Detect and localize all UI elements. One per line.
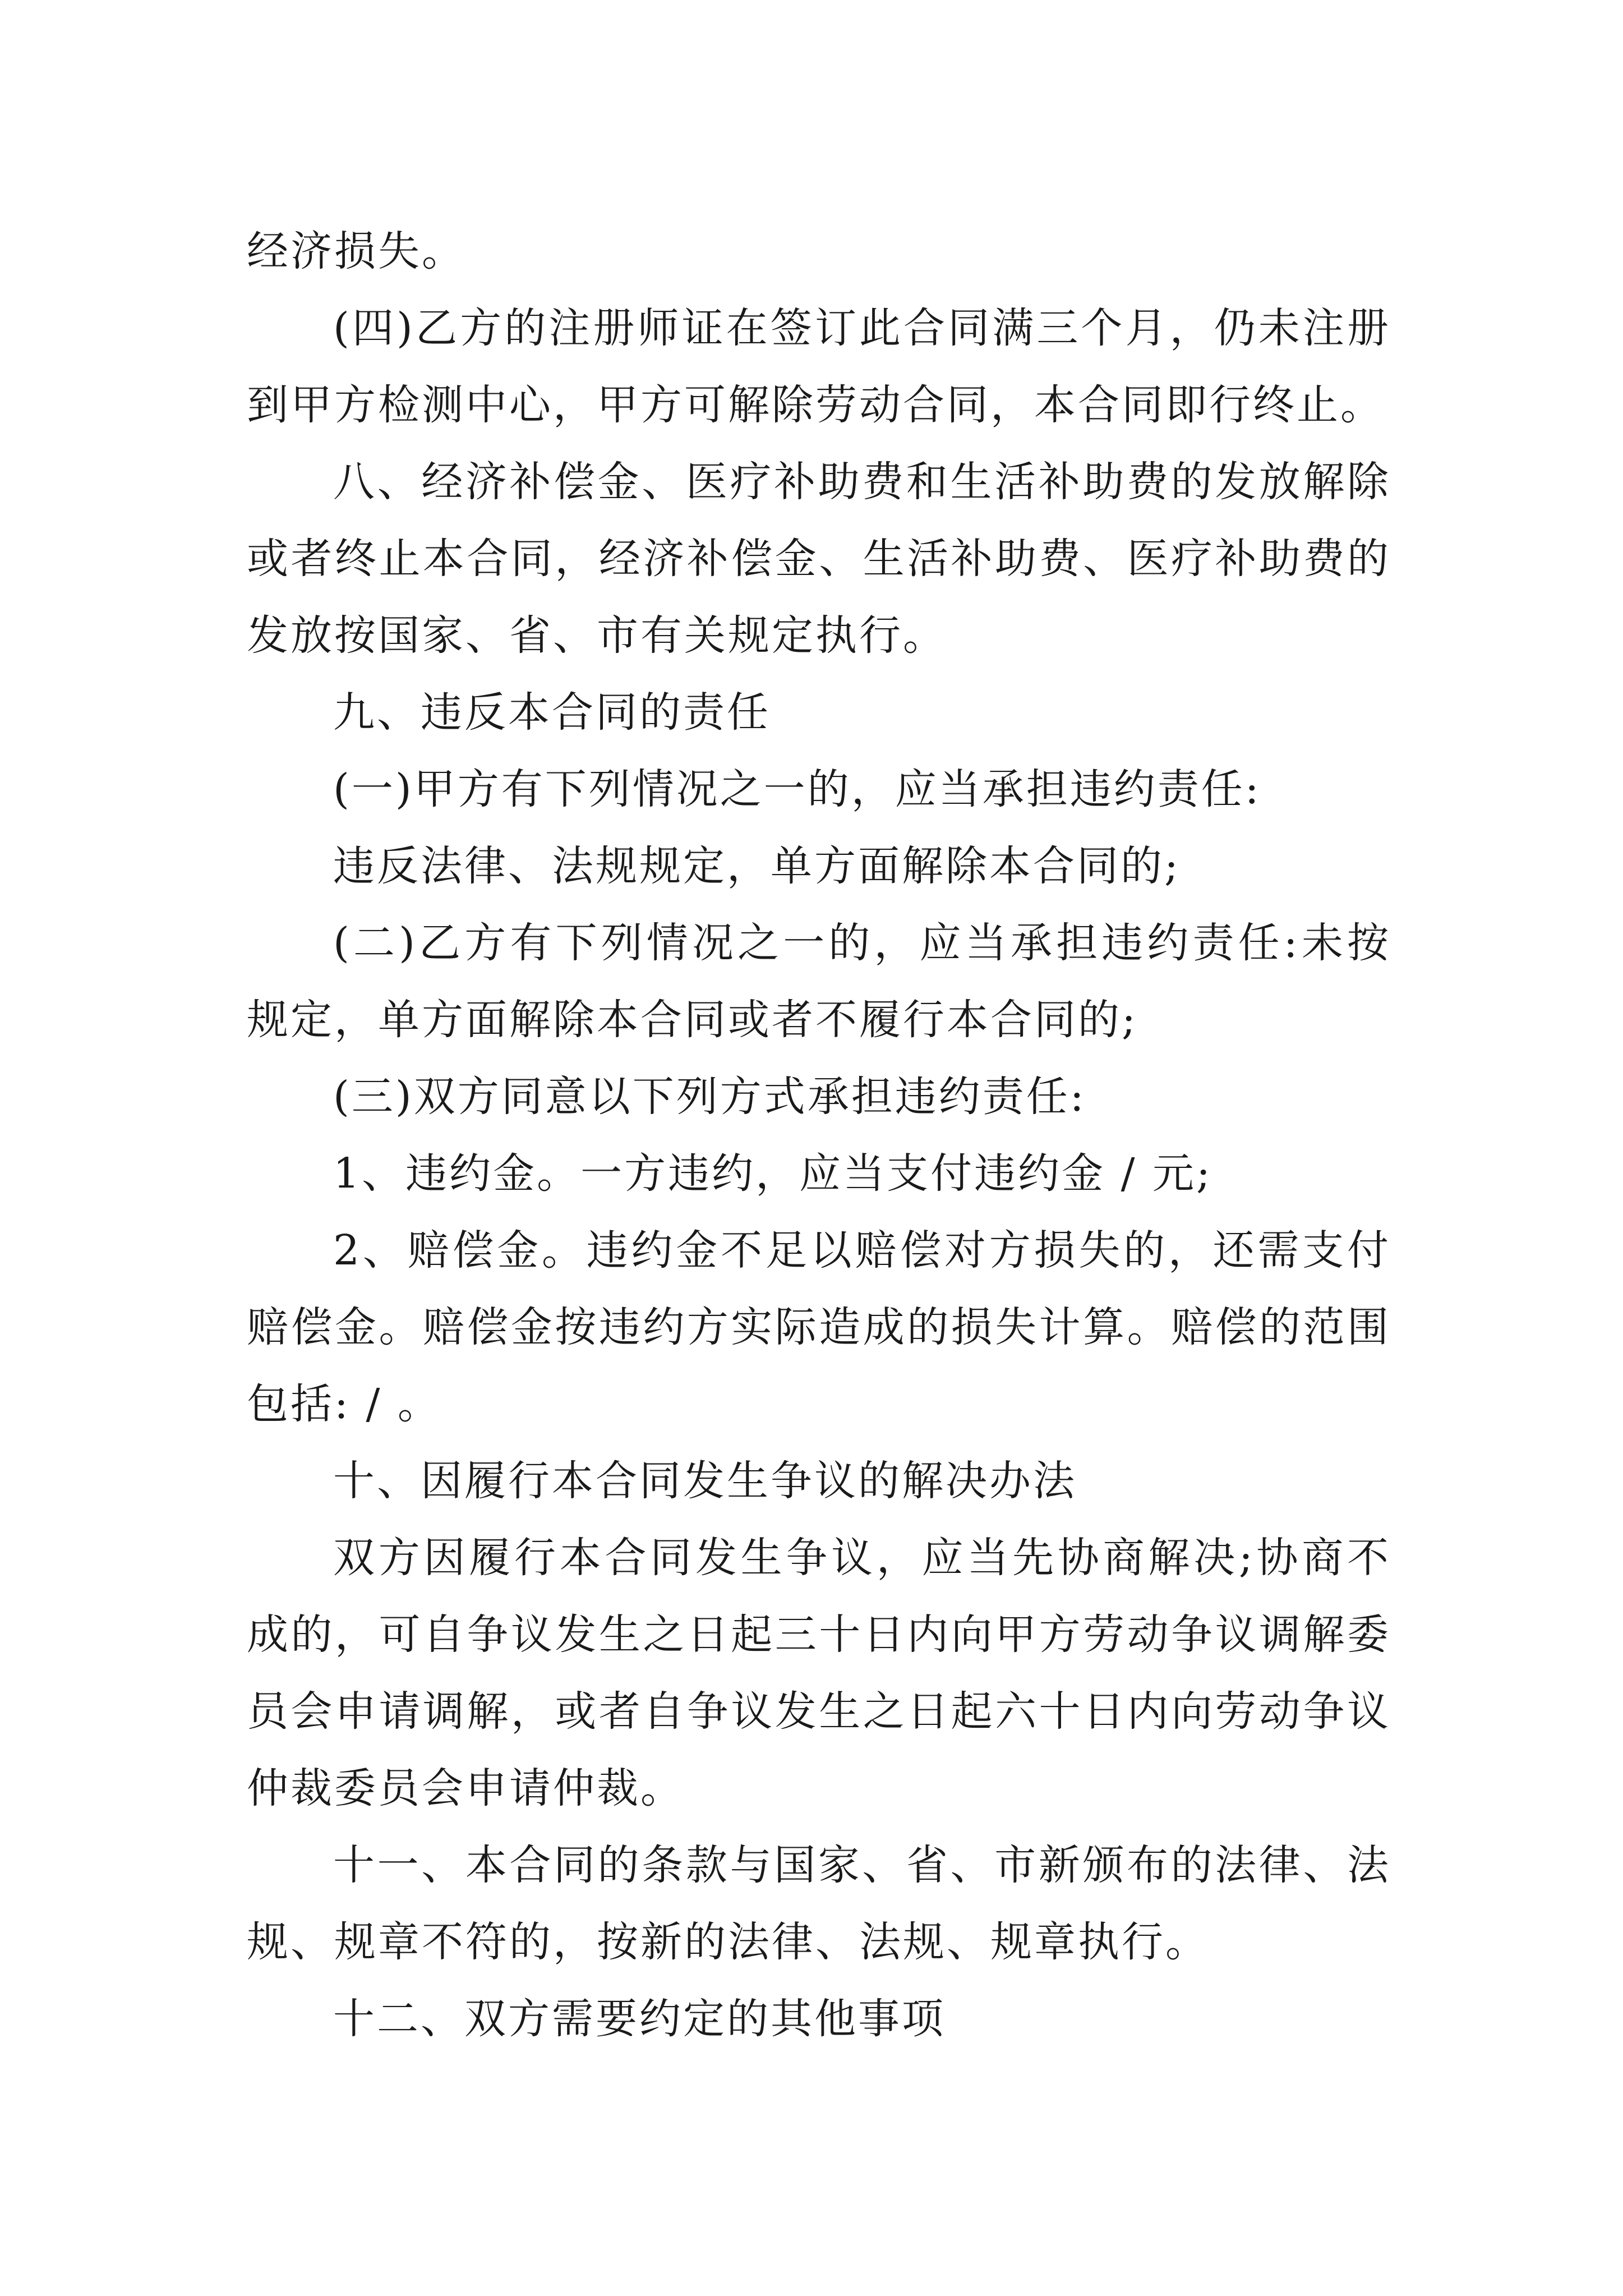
paragraph-dispute-resolution: 双方因履行本合同发生争议，应当先协商解决;协商不成的，可自争议发生之日起三十日内向甲方劳动争议调解委员会申请调解，或者自争议发生之日起六十日内向劳动争议仲裁委员会申请仲裁。 (247, 1534, 1391, 1812)
section-heading-10: 十、因履行本合同发生争议的解决办法 (333, 1457, 1077, 1505)
paragraph-continuation: 经济损失。 (247, 227, 465, 275)
document-body (247, 213, 1391, 2058)
paragraph-section-11: 十一、本合同的条款与国家、省、市新颁布的法律、法规、规章不符的，按新的法律、法规、规章执行。 (247, 1841, 1391, 1966)
section-heading-9: 九、违反本合同的责任 (333, 688, 771, 737)
paragraph-section-8: 八、经济补偿金、医疗补助费和生活补助费的发放解除或者终止本合同，经济补偿金、生活补助费、医疗补助费的发放按国家、省、市有关规定执行。 (247, 458, 1391, 660)
paragraph-clause-1: (一)甲方有下列情况之一的，应当承担违约责任: (333, 765, 1261, 813)
section-heading-12: 十二、双方需要约定的其他事项 (333, 1995, 946, 2043)
paragraph-clause-3: (三)双方同意以下列方式承担违约责任: (333, 1073, 1086, 1121)
paragraph-clause-2: (二)乙方有下列情况之一的，应当承担违约责任:未按规定，单方面解除本合同或者不履行本合同的; (247, 919, 1391, 1044)
paragraph-clause-1-item: 违反法律、法规规定，单方面解除本合同的; (333, 842, 1181, 890)
paragraph-item-2: 2、赔偿金。违约金不足以赔偿对方损失的，还需支付赔偿金。赔偿金按违约方实际造成的损失计算。赔偿的范围包括: / 。 (247, 1226, 1391, 1428)
paragraph-clause-4: (四)乙方的注册师证在签订此合同满三个月，仍未注册到甲方检测中心，甲方可解除劳动合同，本合同即行终止。 (247, 304, 1391, 429)
paragraph-item-1: 1、违约金。一方违约，应当支付违约金 / 元; (333, 1149, 1212, 1198)
